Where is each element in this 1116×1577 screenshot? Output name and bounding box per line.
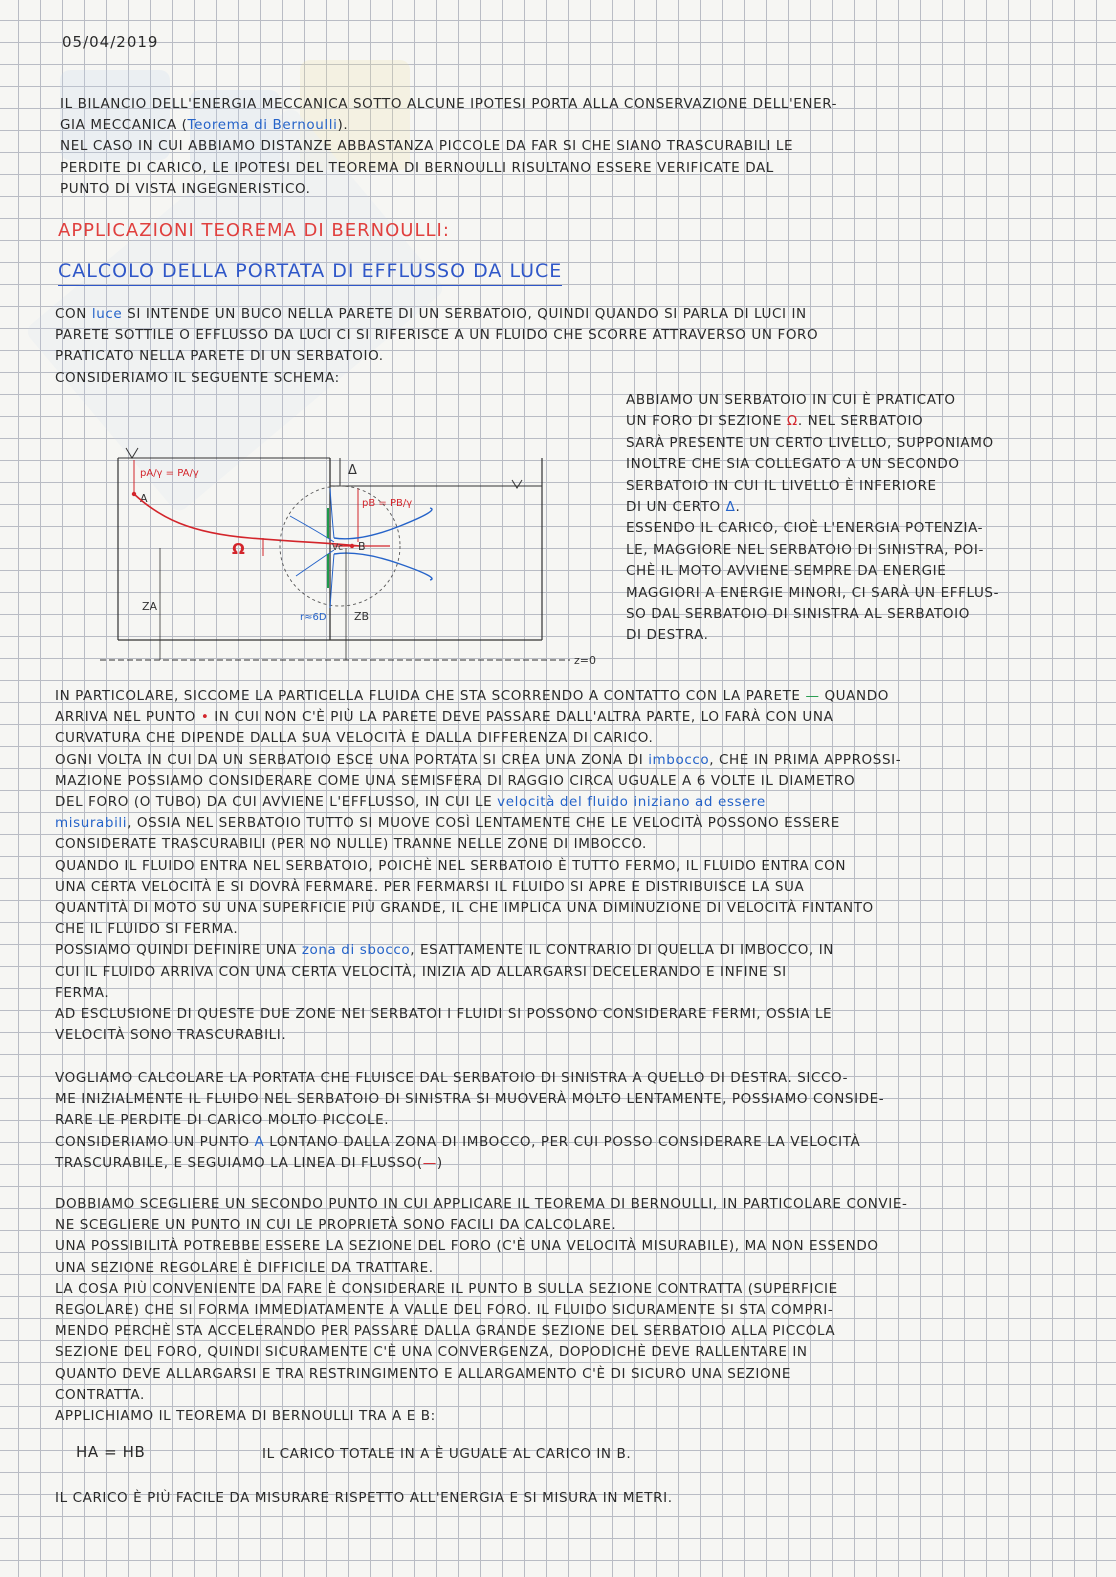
green-symbol: — [805,688,820,704]
text-line: UN FORO DI SEZIONE Ω. NEL SERBATOIO [626,413,924,430]
highlight-term: Δ [725,499,736,516]
text-line: DI UN CERTO Δ. [626,499,741,516]
red-symbol: Ω [786,413,798,430]
second-point-paragraph [55,1194,907,1427]
text-line: REGOLARE) CHE SI FORMA IMMEDIATAMENTE A VALLE DEL FORO. IL FLUIDO SICURAMENTE SI STA COMPRI- [55,1302,834,1319]
text-line: TRASCURABILE, E SEGUIAMO LA LINEA DI FLUSSO(—) [55,1154,443,1171]
omega-label: Ω [232,540,245,558]
red-symbol: — [422,1154,437,1171]
delta-label: Δ [348,463,357,478]
tank-diagram [100,438,610,668]
point-b-label: B [358,540,366,553]
text-line: INOLTRE CHE SIA COLLEGATO A UN SECONDO [626,456,960,473]
text-line: UNA CERTA VELOCITÀ E SI DOVRÀ FERMARE. PER FERMARSI IL FLUIDO SI APRE E DISTRIBUISCE LA SUA [55,878,805,895]
text-line: LA COSA PIÙ CONVENIENTE DA FARE È CONSIDERARE IL PUNTO B SULLA SEZIONE CONTRATTA (SUPERFICIE [55,1280,838,1297]
text-line: PARETE SOTTILE O EFFLUSSO DA LUCI CI SI RIFERISCE A UN FLUIDO CHE SCORRE ATTRAVERSO UN FORO [55,327,819,344]
text-line: ESSENDO IL CARICO, CIOÈ L'ENERGIA POTENZIA- [626,520,984,537]
equation-text: IL CARICO TOTALE IN A È UGUALE AL CARICO IN B. [262,1446,632,1462]
text-line: CONTRATTA. [55,1386,145,1403]
text-line: PERDITE DI CARICO, LE IPOTESI DEL TEOREMA DI BERNOULLI RISULTANO ESSERE VERIFICATE DAL [60,159,774,176]
luce-paragraph [55,304,818,389]
text-line: SO DAL SERBATOIO DI SINISTRA AL SERBATOIO [626,606,970,623]
text-line: LE, MAGGIORE NEL SERBATOIO DI SINISTRA, POI- [626,541,984,558]
highlight-term: luce [91,306,123,322]
text-line: CURVATURA CHE DIPENDE DALLA SUA VELOCITÀ E DALLA DIFFERENZA DI CARICO. [55,730,654,747]
text-line: NE SCEGLIERE UN PUNTO IN CUI LE PROPRIETÀ SONO FACILI DA CALCOLARE. [55,1217,617,1234]
text-line: CON luce SI INTENDE UN BUCO NELLA PARETE DI UN SERBATOIO, QUINDI QUANDO SI PARLA DI LUCI IN [55,306,807,322]
text-line: POSSIAMO QUINDI DEFINIRE UNA zona di sbocco, ESATTAMENTE IL CONTRARIO DI QUELLA DI IMBOCCO, IN [55,942,834,959]
zb-label: ZB [354,610,370,623]
text-line: misurabili, OSSIA NEL SERBATOIO TUTTO SI MUOVE COSÌ LENTAMENTE CHE LE VELOCITÀ POSSONO ESSERE [55,815,840,832]
imbocco-paragraph [55,686,901,1046]
text-line: CHÈ IL MOTO AVVIENE SEMPRE DA ENERGIE [626,563,947,580]
highlight-term: zona di sbocco [301,942,411,959]
text-line: CONSIDERIAMO UN PUNTO A LONTANO DALLA ZONA DI IMBOCCO, PER CUI POSSO CONSIDERARE LA VELOCITÀ [55,1133,861,1150]
side-paragraph [626,390,999,647]
vc-label: Vc [332,543,344,553]
text-line: ARRIVA NEL PUNTO • IN CUI NON C'È PIÙ LA PARETE DEVE PASSARE DALL'ALTRA PARTE, LO FARÀ CON UNA [55,709,834,726]
intro-paragraph [60,94,837,200]
text-line: GIA MECCANICA (Teorema di Bernoulli). [60,117,349,134]
heading-applications: APPLICAZIONI TEOREMA DI BERNOULLI: [58,220,450,241]
text-line: APPLICHIAMO IL TEOREMA DI BERNOULLI TRA A E B: [55,1408,436,1425]
text-line: QUANTITÀ DI MOTO SU UNA SUPERFICIE PIÙ GRANDE, IL CHE IMPLICA UNA DIMINUZIONE DI VELOCITÀ FINTANTO [55,900,874,917]
left-level-mark [126,448,138,458]
text-line: ME INIZIALMENTE IL FLUIDO NEL SERBATOIO DI SINISTRA SI MUOVERÀ MOLTO LENTAMENTE, POSSIAMO CONSIDE- [55,1091,885,1108]
text-line: SERBATOIO IN CUI IL LIVELLO È INFERIORE [626,477,937,494]
text-line: AD ESCLUSIONE DI QUESTE DUE ZONE NEI SERBATOI I FLUIDI SI POSSONO CONSIDERARE FERMI, OSSIA LE [55,1006,833,1023]
text-line: SEZIONE DEL FORO, QUINDI SICURAMENTE C'È UNA CONVERGENZA, DOPODICHÈ DEVE RALLENTARE IN [55,1344,808,1361]
text-line: MAZIONE POSSIAMO CONSIDERARE COME UNA SEMISFERA DI RAGGIO CIRCA UGUALE A 6 VOLTE IL DIAMETRO [55,772,856,789]
text-line: DEL FORO (O TUBO) DA CUI AVVIENE L'EFFLUSSO, IN CUI LE velocità del fluido iniziano ad essere [55,794,766,811]
highlight-term: Teorema di Bernoulli [187,117,338,134]
date: 05/04/2019 [62,33,159,51]
text-line: VELOCITÀ SONO TRASCURABILI. [55,1027,287,1044]
highlight-term: A [254,1133,265,1150]
text-line: QUANTO DEVE ALLARGARSI E TRA RESTRINGIMENTO E ALLARGAMENTO C'È DI SICURO UNA SEZIONE [55,1365,792,1382]
closing-sentence: IL CARICO È PIÙ FACILE DA MISURARE RISPETTO ALL'ENERGIA E SI MISURA IN METRI. [55,1490,673,1506]
highlight-term: velocità del fluido iniziano ad essere [497,794,766,811]
right-level-mark [512,480,522,488]
text-line: CONSIDERATE TRASCURABILI (PER NO NULLE) TRANNE NELLE ZONE DI IMBOCCO. [55,836,647,853]
text-line: IL BILANCIO DELL'ENERGIA MECCANICA SOTTO ALCUNE IPOTESI PORTA ALLA CONSERVAZIONE DELL'ENER- [60,96,838,112]
highlight-term: imbocco [648,751,710,768]
text-line: PUNTO DI VISTA INGEGNERISTICO. [60,180,311,197]
text-line: VOGLIAMO CALCOLARE LA PORTATA CHE FLUISCE DAL SERBATOIO DI SINISTRA A QUELLO DI DESTRA. SICCO- [55,1070,849,1086]
equation-lhs: HA = HB [76,1443,146,1461]
text-line: MENDO PERCHÈ STA ACCELERANDO PER PASSARE DALLA GRANDE SEZIONE DEL SERBATOIO ALLA PICCOLA [55,1323,836,1340]
text-line: PRATICATO NELLA PARETE DI UN SERBATOIO. [55,348,384,365]
pb-head-label: pB = PB/γ [362,498,413,509]
point-a-label: A [140,492,148,505]
text-line: QUANDO IL FLUIDO ENTRA NEL SERBATOIO, POICHÈ NEL SERBATOIO È TUTTO FERMO, IL FLUIDO ENTRA CON [55,857,847,874]
point-b-marker [350,544,354,548]
text-line: UNA SEZIONE REGOLARE È DIFFICILE DA TRATTARE. [55,1259,434,1276]
red-symbol: • [200,709,210,726]
text-line: ABBIAMO UN SERBATOIO IN CUI È PRATICATO [626,392,956,408]
text-line: NEL CASO IN CUI ABBIAMO DISTANZE ABBASTANZA PICCOLE DA FAR SI CHE SIANO TRASCURABILI LE [60,138,794,155]
r6d-label: r≈6D [300,612,327,623]
highlight-term: misurabili [55,815,128,832]
text-line: IN PARTICOLARE, SICCOME LA PARTICELLA FLUIDA CHE STA SCORRENDO A CONTATTO CON LA PARETE — QUANDO [55,688,889,704]
za-label: ZA [142,600,158,613]
text-line: CONSIDERIAMO IL SEGUENTE SCHEMA: [55,369,340,386]
text-line: UNA POSSIBILITÀ POTREBBE ESSERE LA SEZIONE DEL FORO (C'È UNA VELOCITÀ MISURABILE), MA NON ESSENDO [55,1238,879,1255]
text-line: MAGGIORI A ENERGIE MINORI, CI SARÀ UN EFFLUS- [626,584,1000,601]
text-line: DOBBIAMO SCEGLIERE UN SECONDO PUNTO IN CUI APPLICARE IL TEOREMA DI BERNOULLI, IN PARTICOLARE CONVIE- [55,1196,908,1212]
text-line: CHE IL FLUIDO SI FERMA. [55,921,239,938]
portata-paragraph [55,1068,884,1174]
text-line: RARE LE PERDITE DI CARICO MOLTO PICCOLE. [55,1112,390,1129]
text-line: OGNI VOLTA IN CUI DA UN SERBATOIO ESCE UNA PORTATA SI CREA UNA ZONA DI imbocco, CHE IN PRIMA APPROSSI- [55,751,902,768]
text-line: SARÀ PRESENTE UN CERTO LIVELLO, SUPPONIAMO [626,434,994,451]
streamline [134,494,360,546]
text-line: DI DESTRA. [626,627,709,644]
text-line: CUI IL FLUIDO ARRIVA CON UNA CERTA VELOCITÀ, INIZIA AD ALLARGARSI DECELERANDO E INFINE SI [55,963,787,980]
heading-efflusso-luce: CALCOLO DELLA PORTATA DI EFFLUSSO DA LUCE [58,260,562,286]
text-line: FERMA. [55,984,110,1001]
pa-head-label: pA/γ = PA/γ [140,468,199,479]
z0-label: z=0 [574,654,596,667]
